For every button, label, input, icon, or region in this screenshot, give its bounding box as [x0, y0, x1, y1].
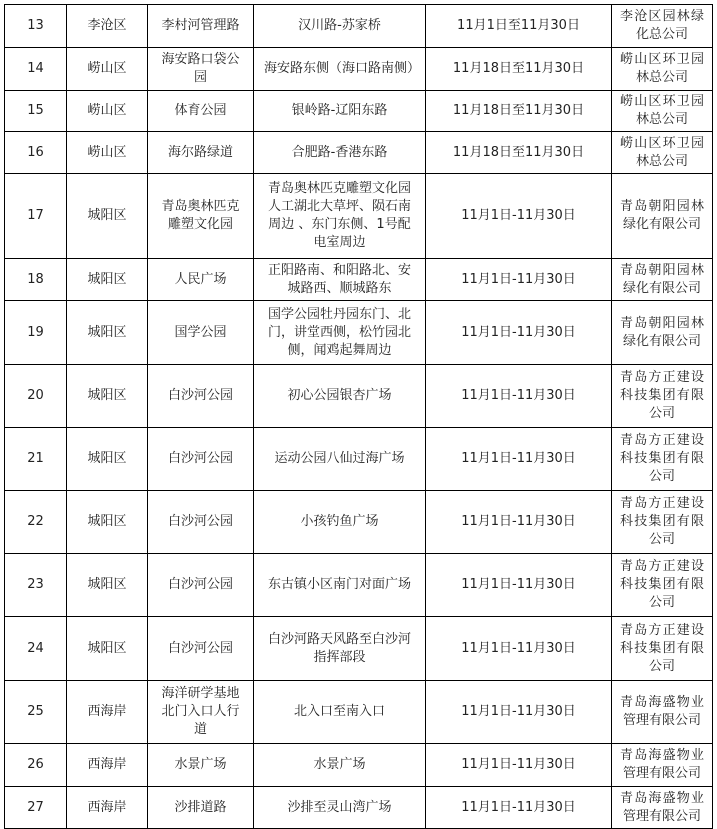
cell-district: 西海岸: [67, 744, 148, 787]
cell-location: 白沙河路天风路至白沙河指挥部段: [254, 617, 426, 681]
table-row: [5, 617, 713, 681]
cell-district: 城阳区: [67, 365, 148, 428]
table-row: [5, 174, 713, 259]
cell-park: 人民广场: [148, 259, 254, 301]
cell-location: 银岭路-辽阳东路: [254, 91, 426, 132]
cell-period: 11月18日至11月30日: [426, 132, 612, 174]
table-row: [5, 5, 713, 48]
cell-district: 西海岸: [67, 787, 148, 829]
cell-park: 水景广场: [148, 744, 254, 787]
cell-park: 白沙河公园: [148, 617, 254, 681]
cell-unit: 青岛朝阳园林绿化有限公司: [612, 259, 713, 301]
cell-park: 李村河管理路: [148, 5, 254, 48]
cell-location: 海安路东侧（海口路南侧）: [254, 48, 426, 91]
cell-no: 26: [5, 744, 67, 787]
cell-period: 11月18日至11月30日: [426, 91, 612, 132]
cell-no: 24: [5, 617, 67, 681]
cell-location: 合肥路-香港东路: [254, 132, 426, 174]
cell-district: 崂山区: [67, 132, 148, 174]
cell-district: 李沧区: [67, 5, 148, 48]
cell-no: 23: [5, 554, 67, 617]
cell-unit: 崂山区环卫园林总公司: [612, 48, 713, 91]
table-row: [5, 428, 713, 491]
table-row: [5, 554, 713, 617]
table-row: [5, 787, 713, 829]
table-row: [5, 681, 713, 744]
table-row: [5, 132, 713, 174]
cell-location: 青岛奥林匹克雕塑文化园人工湖北大草坪、陨石南周边 、东门东侧、1号配电室周边: [254, 174, 426, 259]
cell-district: 城阳区: [67, 617, 148, 681]
cell-unit: 青岛海盛物业管理有限公司: [612, 787, 713, 829]
table-row: [5, 259, 713, 301]
cell-district: 西海岸: [67, 681, 148, 744]
schedule-table: [4, 4, 713, 829]
cell-unit: 青岛方正建设科技集团有限公司: [612, 554, 713, 617]
cell-location: 汉川路-苏家桥: [254, 5, 426, 48]
cell-unit: 青岛海盛物业管理有限公司: [612, 744, 713, 787]
cell-period: 11月1日-11月30日: [426, 301, 612, 365]
cell-period: 11月1日-11月30日: [426, 491, 612, 554]
cell-unit: 青岛朝阳园林绿化有限公司: [612, 301, 713, 365]
cell-district: 崂山区: [67, 91, 148, 132]
cell-no: 16: [5, 132, 67, 174]
cell-location: 初心公园银杏广场: [254, 365, 426, 428]
cell-location: 东古镇小区南门对面广场: [254, 554, 426, 617]
cell-unit: 青岛方正建设科技集团有限公司: [612, 617, 713, 681]
cell-district: 城阳区: [67, 259, 148, 301]
cell-no: 25: [5, 681, 67, 744]
cell-period: 11月1日-11月30日: [426, 554, 612, 617]
cell-location: 运动公园八仙过海广场: [254, 428, 426, 491]
cell-district: 城阳区: [67, 428, 148, 491]
cell-period: 11月1日-11月30日: [426, 174, 612, 259]
table-body: [5, 5, 713, 829]
cell-park: 体育公园: [148, 91, 254, 132]
cell-location: 国学公园牡丹园东门、北门，讲堂西侧，松竹园北侧，闻鸡起舞周边: [254, 301, 426, 365]
cell-no: 19: [5, 301, 67, 365]
cell-unit: 青岛方正建设科技集团有限公司: [612, 428, 713, 491]
cell-no: 21: [5, 428, 67, 491]
table-row: [5, 365, 713, 428]
cell-no: 17: [5, 174, 67, 259]
cell-no: 27: [5, 787, 67, 829]
cell-unit: 崂山区环卫园林总公司: [612, 91, 713, 132]
cell-park: 白沙河公园: [148, 428, 254, 491]
cell-location: 正阳路南、和阳路北、安城路西、顺城路东: [254, 259, 426, 301]
cell-period: 11月1日-11月30日: [426, 428, 612, 491]
cell-district: 城阳区: [67, 301, 148, 365]
cell-unit: 李沧区园林绿化总公司: [612, 5, 713, 48]
cell-no: 18: [5, 259, 67, 301]
cell-location: 沙排至灵山湾广场: [254, 787, 426, 829]
cell-period: 11月1日-11月30日: [426, 365, 612, 428]
cell-no: 20: [5, 365, 67, 428]
cell-unit: 崂山区环卫园林总公司: [612, 132, 713, 174]
cell-district: 城阳区: [67, 554, 148, 617]
cell-district: 城阳区: [67, 491, 148, 554]
cell-unit: 青岛朝阳园林绿化有限公司: [612, 174, 713, 259]
cell-location: 小孩钓鱼广场: [254, 491, 426, 554]
cell-district: 城阳区: [67, 174, 148, 259]
cell-location: 水景广场: [254, 744, 426, 787]
table-row: [5, 491, 713, 554]
table-row: [5, 91, 713, 132]
cell-park: 海尔路绿道: [148, 132, 254, 174]
cell-no: 22: [5, 491, 67, 554]
cell-park: 沙排道路: [148, 787, 254, 829]
cell-unit: 青岛方正建设科技集团有限公司: [612, 491, 713, 554]
cell-no: 13: [5, 5, 67, 48]
cell-no: 14: [5, 48, 67, 91]
cell-unit: 青岛方正建设科技集团有限公司: [612, 365, 713, 428]
cell-park: 白沙河公园: [148, 554, 254, 617]
cell-park: 白沙河公园: [148, 491, 254, 554]
cell-park: 海安路口袋公园: [148, 48, 254, 91]
cell-period: 11月1日-11月30日: [426, 744, 612, 787]
cell-period: 11月1日至11月30日: [426, 5, 612, 48]
cell-park: 白沙河公园: [148, 365, 254, 428]
table-row: [5, 48, 713, 91]
cell-location: 北入口至南入口: [254, 681, 426, 744]
table-row: [5, 301, 713, 365]
cell-period: 11月1日-11月30日: [426, 617, 612, 681]
cell-period: 11月18日至11月30日: [426, 48, 612, 91]
cell-period: 11月1日-11月30日: [426, 259, 612, 301]
cell-park: 青岛奥林匹克雕塑文化园: [148, 174, 254, 259]
cell-park: 海洋研学基地北门入口人行道: [148, 681, 254, 744]
table-row: [5, 744, 713, 787]
cell-period: 11月1日-11月30日: [426, 787, 612, 829]
cell-period: 11月1日-11月30日: [426, 681, 612, 744]
cell-no: 15: [5, 91, 67, 132]
cell-park: 国学公园: [148, 301, 254, 365]
cell-unit: 青岛海盛物业管理有限公司: [612, 681, 713, 744]
cell-district: 崂山区: [67, 48, 148, 91]
